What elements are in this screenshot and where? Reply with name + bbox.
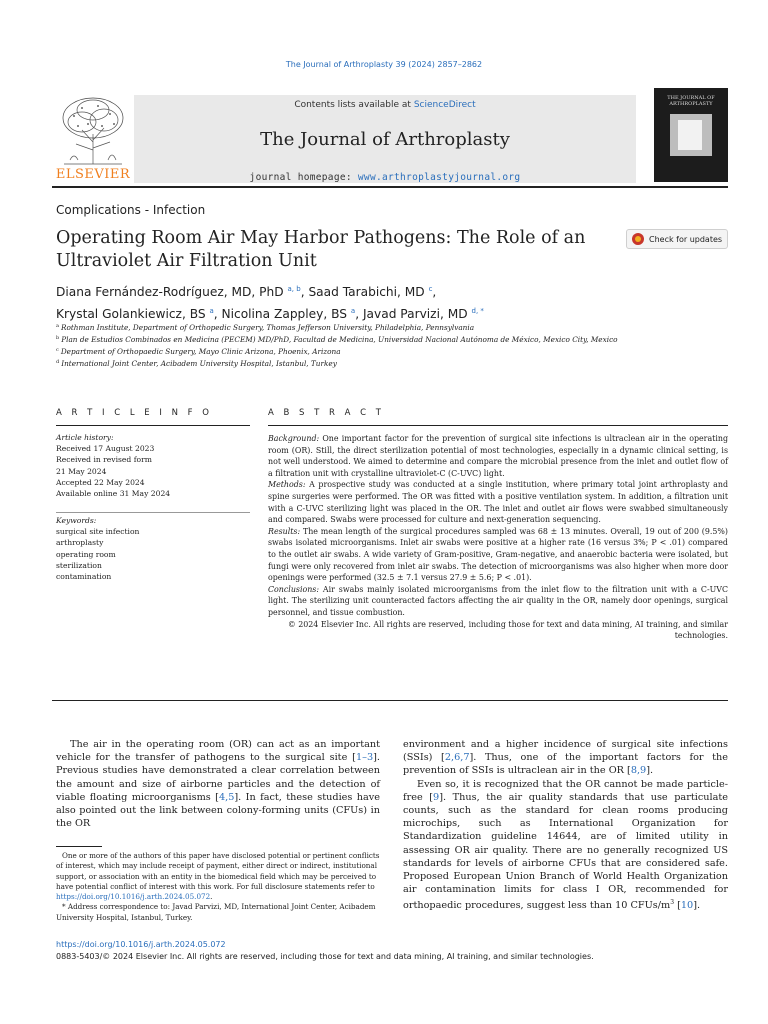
affiliation: $^d$ International Joint Center, Acibadem University Hospital, Istanbul, Turkey	[56, 359, 337, 368]
affiliation: $^a$ Rothman Institute, Department of Orthopedic Surgery, Thomas Jefferson University, Philadelphia, Pennsylvania	[56, 323, 475, 332]
article-history	[56, 432, 250, 499]
keywords-label: Keywords:	[56, 516, 97, 525]
article-info-rule	[56, 425, 250, 426]
abstract-copyright: © 2024 Elsevier Inc. All rights are reserved, including those for text and data mining, AI training, and similar technologies.	[287, 619, 728, 641]
reference-link[interactable]: 2,6,7	[444, 752, 470, 764]
homepage-prefix: journal homepage:	[249, 172, 358, 183]
cover-title-line-1: THE JOURNAL OF	[667, 95, 715, 101]
history-item: Received in revised form	[56, 455, 152, 465]
cover-title-line-2: ARTHROPLASTY	[669, 100, 713, 107]
body-paragraph: Even so, it is recognized that the OR cannot be made particle-free [9]. Thus, the air quality standards that use particulate counts, such as the standard for clean rooms producing microchips, such as International Organization for Standardization guideline 14644, are of limited utility in assessing OR air quality. There are no generally recognized US standards for levels of airborne CFUs that are considered safe. Proposed European Union Branch of World Health Organization air contamination limits for class I OR, recommended for orthopaedic procedures, suggest less than 10 CFUs/$m^3$ [10].	[403, 778, 728, 912]
affiliation: $^b$ Plan de Estudios Combinados en Medicina (PECEM) MD/PhD, Facultad de Medicina, Universidad Nacional Autónoma de México, Mexico City, Mexico	[56, 335, 618, 344]
keywords	[56, 515, 250, 582]
abstract-results: Results: The mean length of the surgical procedures sampled was 68 ± 13 minutes. Overall, 19 out of 200 (9.5%) swabs isolated microorganisms. Inlet air swabs were positive at a higher rate (16 versus 3%; P < .01) compared to the outlet air swabs. A wide variety of Gram-positive, Gram-negative, and anaerobic bacteria were isolated, but fungi were only recovered from inlet air swabs. The detection of microorganisms was also higher when more door openings were performed (32.5 ± 7.1 versus 27.9 ± 5.6; P < .01).	[268, 526, 728, 583]
reference-link[interactable]: 10	[680, 900, 694, 912]
issn-copyright: 0883-5403/© 2024 Elsevier Inc. All rights are reserved, including those for text and data mining, AI training, and similar technologies.	[56, 952, 594, 961]
body-column-right	[403, 738, 728, 913]
abstract-methods: Methods: A prospective study was conducted at a single institution, where primary total joint arthroplasty and spine surgeries were performed. The OR was fitted with a positive ventilation system. In addition, a filtration unit with a C-UVC sterilizing light was placed in the OR. The inlet and outlet air flows were swabbed simultaneously and compared. Swabs were processed for culture and next-generation sequencing.	[268, 480, 728, 525]
keywords-rule	[56, 512, 250, 513]
footnote-rule	[56, 846, 102, 847]
affiliations	[56, 321, 656, 369]
article-category: Complications - Infection	[56, 203, 206, 217]
abstract-heading: A B S T R A C T	[268, 408, 385, 418]
article-info-heading: A R T I C L E I N F O	[56, 408, 213, 418]
coi-footnote: One or more of the authors of this paper have disclosed potential or pertinent conflicts of interest, which may include receipt of payment, either direct or indirect, institutional support, or association with an entity in the biomedical field which may be perceived to have potential conflict of interest with this work. For full disclosure statements refer to https://doi.org/10.1016/j.arth.2024.05.072.	[56, 851, 380, 902]
history-label: Article history:	[56, 433, 114, 442]
history-item: Available online 31 May 2024	[56, 489, 171, 499]
author-name[interactable]: Krystal Golankiewicz, BS	[56, 307, 206, 321]
keyword[interactable]: operating room	[56, 549, 116, 559]
cover-title	[654, 96, 728, 107]
article-title: Operating Room Air May Harbor Pathogens: The Role of an Ultraviolet Air Filtration Unit	[56, 228, 586, 271]
keyword[interactable]: arthroplasty	[56, 538, 104, 548]
author-list: Diana Fernández-Rodríguez, MD, PhD $^{a, b}$, Saad Tarabichi, MD $^c$, Krystal Golankiewicz, BS $^a$, Nicolina Zappley, BS $^a$, Javad Parvizi, MD $^{d, *}$	[56, 285, 484, 321]
header-divider	[52, 186, 728, 188]
journal-citation[interactable]: The Journal of Arthroplasty 39 (2024) 2857–2862	[285, 60, 483, 69]
elsevier-wordmark: ELSEVIER	[55, 167, 131, 182]
author-name[interactable]: Saad Tarabichi, MD	[308, 285, 425, 299]
abstract-rule	[268, 425, 728, 426]
contents-prefix: Contents lists available at	[294, 100, 414, 110]
history-item: Received 17 August 2023	[56, 444, 155, 454]
body-column-left	[56, 738, 380, 830]
author-name[interactable]: Nicolina Zappley, BS	[221, 307, 348, 321]
keyword[interactable]: surgical site infection	[56, 527, 140, 537]
keyword[interactable]: contamination	[56, 572, 112, 582]
body-divider	[52, 700, 728, 701]
reference-link[interactable]: 1–3	[355, 752, 374, 764]
author-affil-mark[interactable]: a	[209, 307, 214, 315]
author-affil-mark[interactable]: a	[350, 307, 356, 315]
crossmark-icon	[632, 233, 644, 245]
journal-banner	[134, 95, 636, 183]
journal-cover[interactable]	[654, 88, 728, 182]
disclosure-link[interactable]: https://doi.org/10.1016/j.arth.2024.05.072	[56, 892, 211, 902]
abstract-conclusions: Conclusions: Air swabs mainly isolated microorganisms from the inlet flow to the filtration unit with a C-UVC light. The sterilizing unit counteracted factors affecting the air quality in the OR, namely door openings, surgical personnel, and tissue combustion.	[268, 584, 728, 617]
author-name[interactable]: Diana Fernández-Rodríguez, MD, PhD	[56, 285, 284, 299]
author-affil-mark[interactable]: a, b	[287, 285, 301, 293]
journal-homepage	[134, 172, 636, 183]
reference-link[interactable]: 8,9	[630, 765, 647, 777]
homepage-link[interactable]: www.arthroplastyjournal.org	[357, 172, 521, 183]
correspondence-footnote: * Address correspondence to: Javad Parvizi, MD, International Joint Center, Acibadem University Hospital, Istanbul, Turkey.	[56, 902, 376, 922]
body-paragraph: The air in the operating room (OR) can act as an important vehicle for the transfer of pathogens to the surgical site [1–3]. Previous studies have demonstrated a clear correlation between the amount and size of airborne particles and the detection of viable floating microorganisms [4,5]. In fact, these studies have also pointed out the link between colony-forming units (CFUs) in the OR	[56, 739, 381, 830]
check-for-updates-button[interactable]	[626, 229, 728, 249]
history-item: 21 May 2024	[56, 466, 107, 476]
abstract-body	[268, 433, 728, 642]
masthead	[52, 90, 728, 182]
author-name[interactable]: Javad Parvizi, MD	[362, 307, 468, 321]
journal-title: The Journal of Arthroplasty	[260, 129, 510, 150]
affiliation: $^c$ Department of Orthopaedic Surgery, Mayo Clinic Arizona, Phoenix, Arizona	[56, 347, 341, 356]
keyword[interactable]: sterilization	[56, 560, 102, 570]
reference-link[interactable]: 9	[433, 791, 440, 803]
author-affil-mark[interactable]: c	[428, 285, 433, 293]
contents-available	[134, 100, 636, 110]
abstract-background: Background: One important factor for the prevention of surgical site infections is ultraclean air in the operating room (OR). Still, the direct sterilization potential of most technologies, especially in a dynamic clinical setting, is not well understood. We aimed to determine and compare the microbial presence from the inlet and outlet flow of a filtration unit with crystalline ultraviolet-C (C-UVC) light.	[268, 434, 728, 478]
author-affil-mark[interactable]: d, *	[471, 307, 484, 315]
reference-link[interactable]: 4,5	[218, 791, 235, 803]
history-item: Accepted 22 May 2024	[56, 477, 145, 487]
sciencedirect-link[interactable]: ScienceDirect	[413, 100, 476, 110]
doi-link[interactable]: https://doi.org/10.1016/j.arth.2024.05.072	[56, 940, 226, 949]
footnotes	[56, 851, 380, 923]
elsevier-logo	[52, 94, 134, 182]
cover-image	[670, 114, 712, 156]
check-for-updates-label: Check for updates	[649, 234, 723, 244]
elsevier-tree-icon	[52, 94, 134, 166]
body-paragraph: environment and a higher incidence of surgical site infections (SSIs) [2,6,7]. Thus, one of the important factors for the prevention of SSIs is ultraclean air in the OR [8,9].	[403, 739, 728, 777]
